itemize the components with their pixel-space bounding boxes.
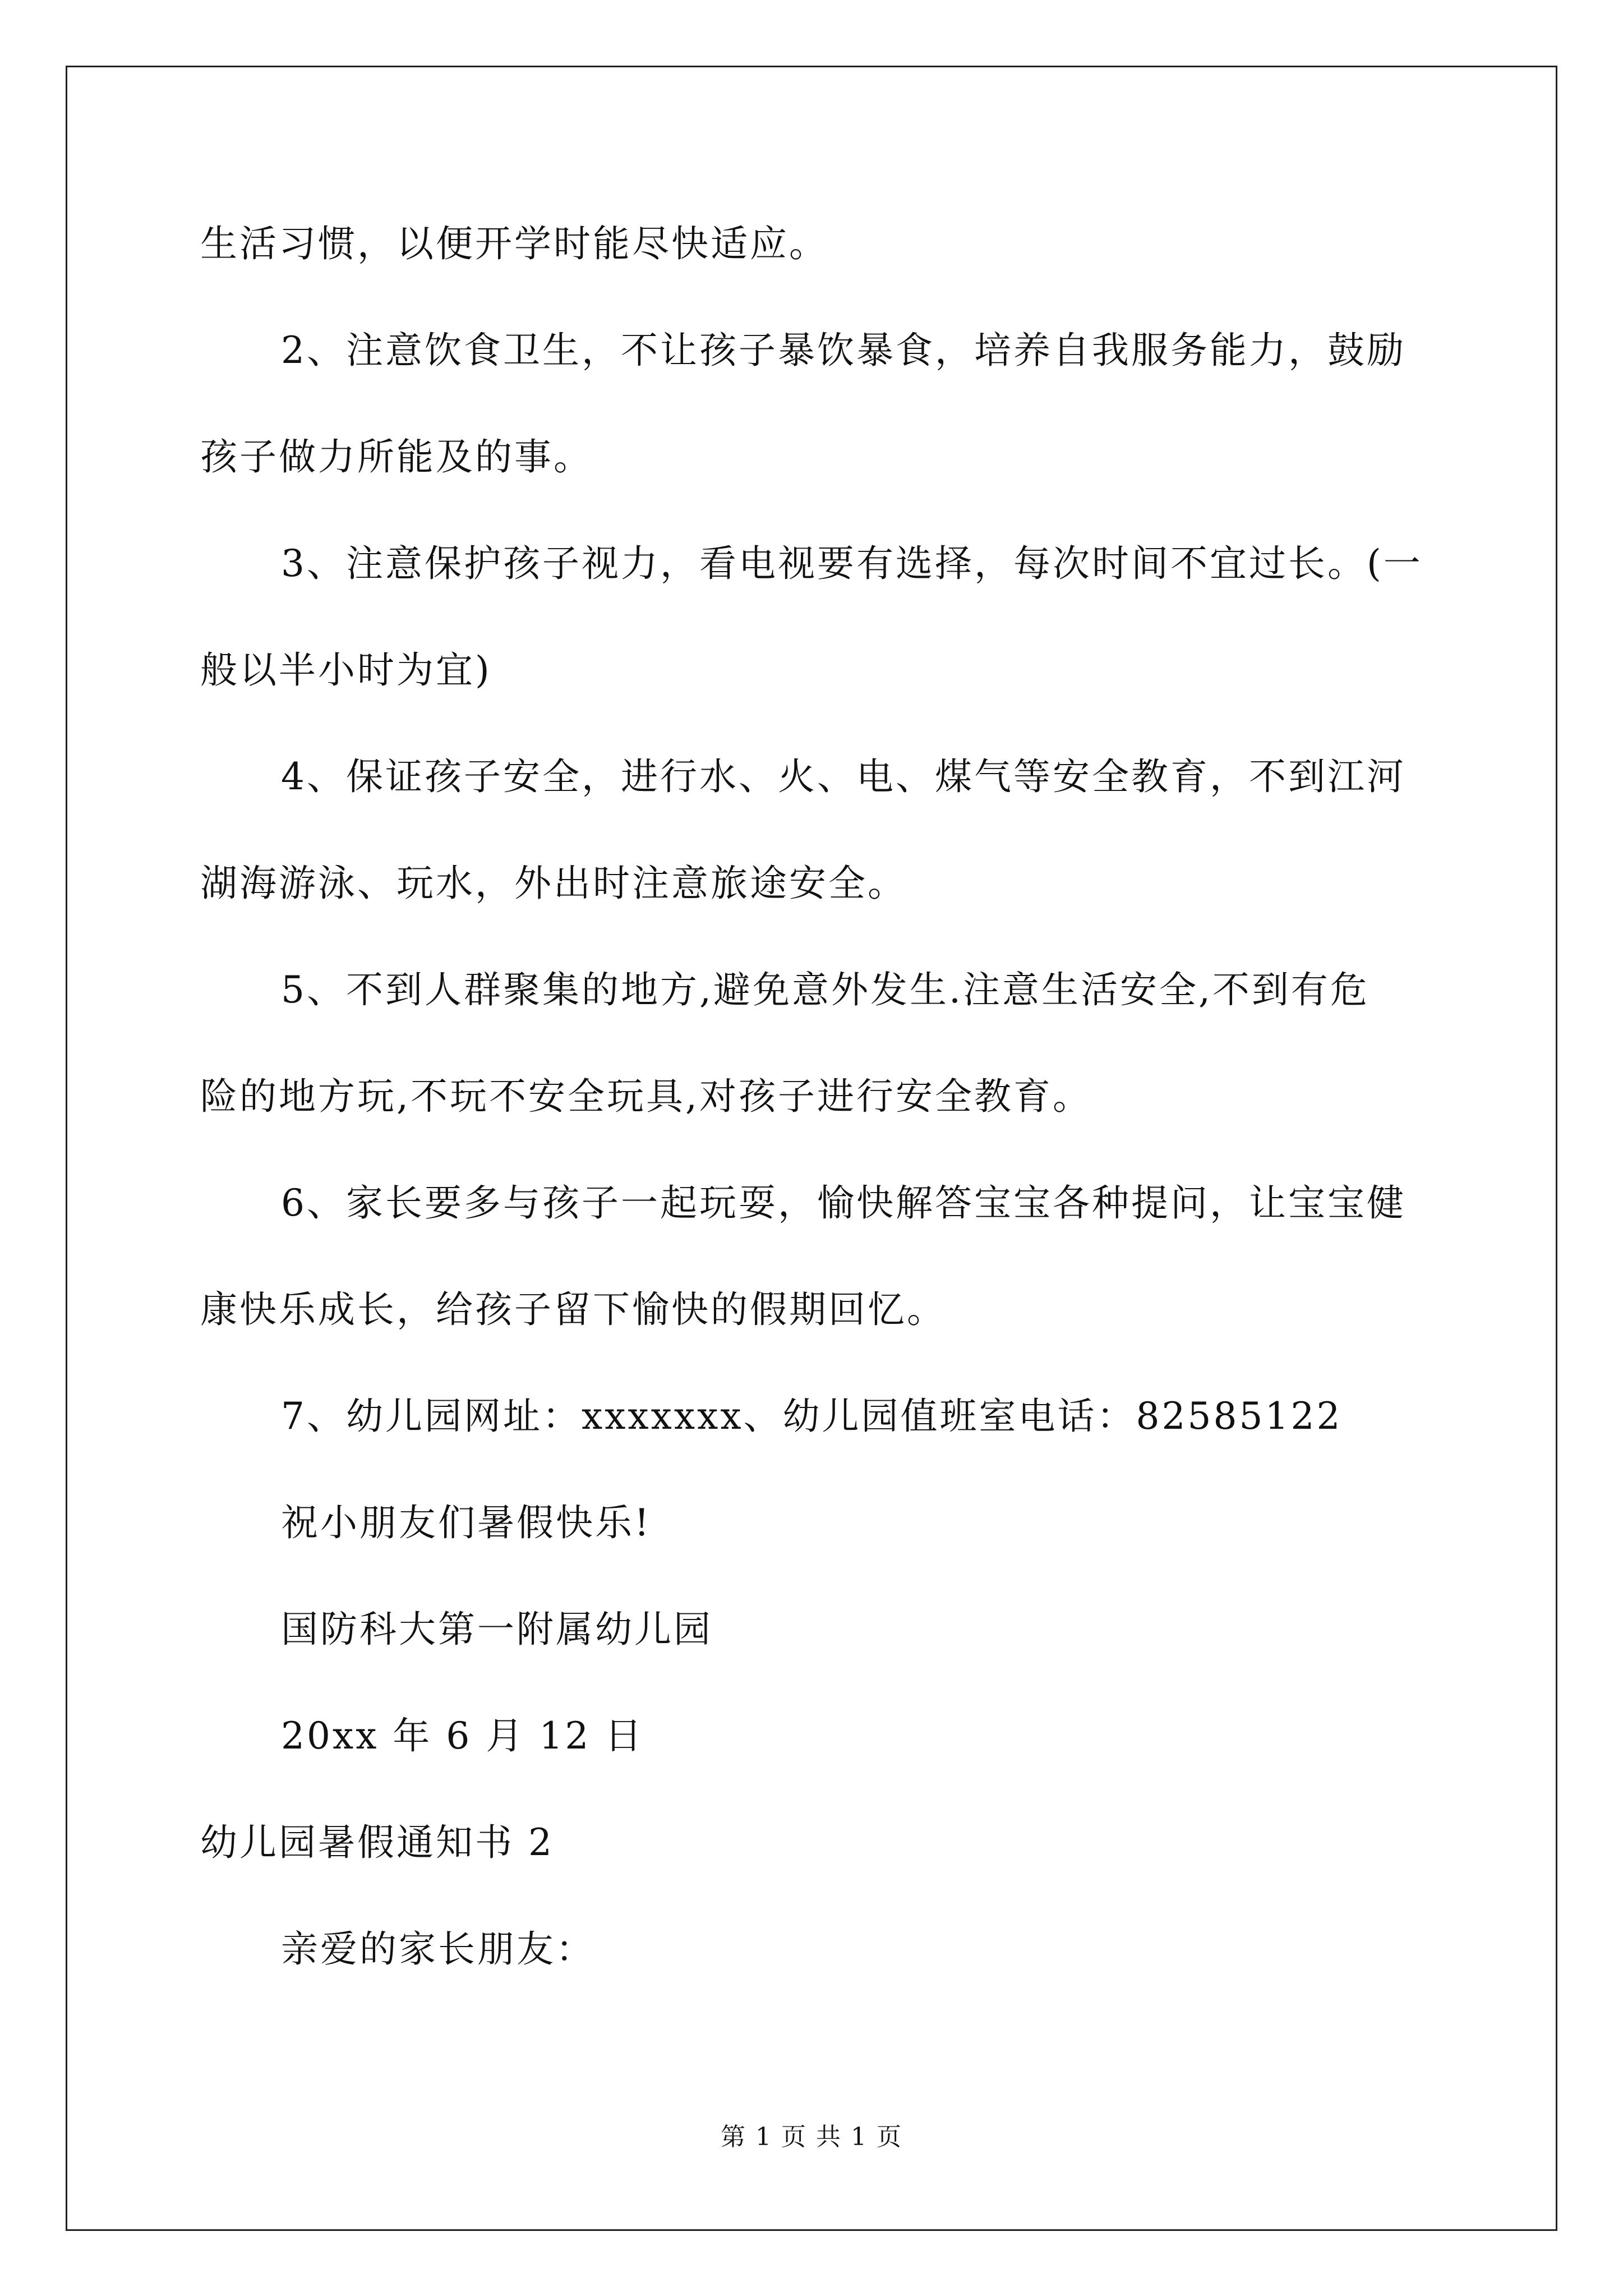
text-line: 7、幼儿园网址：xxxxxxx、幼儿园值班室电话：82585122 bbox=[281, 1395, 1343, 1438]
page-border bbox=[66, 66, 1557, 2231]
section-heading: 幼儿园暑假通知书 2 bbox=[200, 1821, 554, 1864]
text-line: 国防科大第一附属幼儿园 bbox=[281, 1608, 713, 1651]
text-line: 般以半小时为宜) bbox=[200, 648, 492, 692]
text-line: 生活习惯，以便开学时能尽快适应。 bbox=[200, 222, 828, 265]
text-line: 2、注意饮食卫生，不让孩子暴饮暴食，培养自我服务能力，鼓励 bbox=[281, 329, 1406, 372]
text-line: 4、保证孩子安全，进行水、火、电、煤气等安全教育，不到江河 bbox=[281, 755, 1406, 798]
text-line: 6、家长要多与孩子一起玩耍，愉快解答宝宝各种提问，让宝宝健 bbox=[281, 1181, 1406, 1225]
text-line: 康快乐成长，给孩子留下愉快的假期回忆。 bbox=[200, 1288, 946, 1331]
text-line: 祝小朋友们暑假快乐! bbox=[281, 1501, 652, 1544]
text-line: 险的地方玩,不玩不安全玩具,对孩子进行安全教育。 bbox=[200, 1075, 1092, 1118]
text-line: 5、不到人群聚集的地方,避免意外发生.注意生活安全,不到有危 bbox=[281, 968, 1370, 1011]
page-number: 第 1 页 共 1 页 bbox=[721, 2123, 902, 2151]
text-line: 亲爱的家长朋友： bbox=[281, 1927, 595, 1971]
text-line: 孩子做力所能及的事。 bbox=[200, 435, 593, 478]
text-line: 湖海游泳、玩水，外出时注意旅途安全。 bbox=[200, 862, 907, 905]
text-line: 20xx 年 6 月 12 日 bbox=[281, 1714, 644, 1757]
text-line: 3、注意保护孩子视力，看电视要有选择，每次时间不宜过长。(一 bbox=[281, 542, 1423, 585]
